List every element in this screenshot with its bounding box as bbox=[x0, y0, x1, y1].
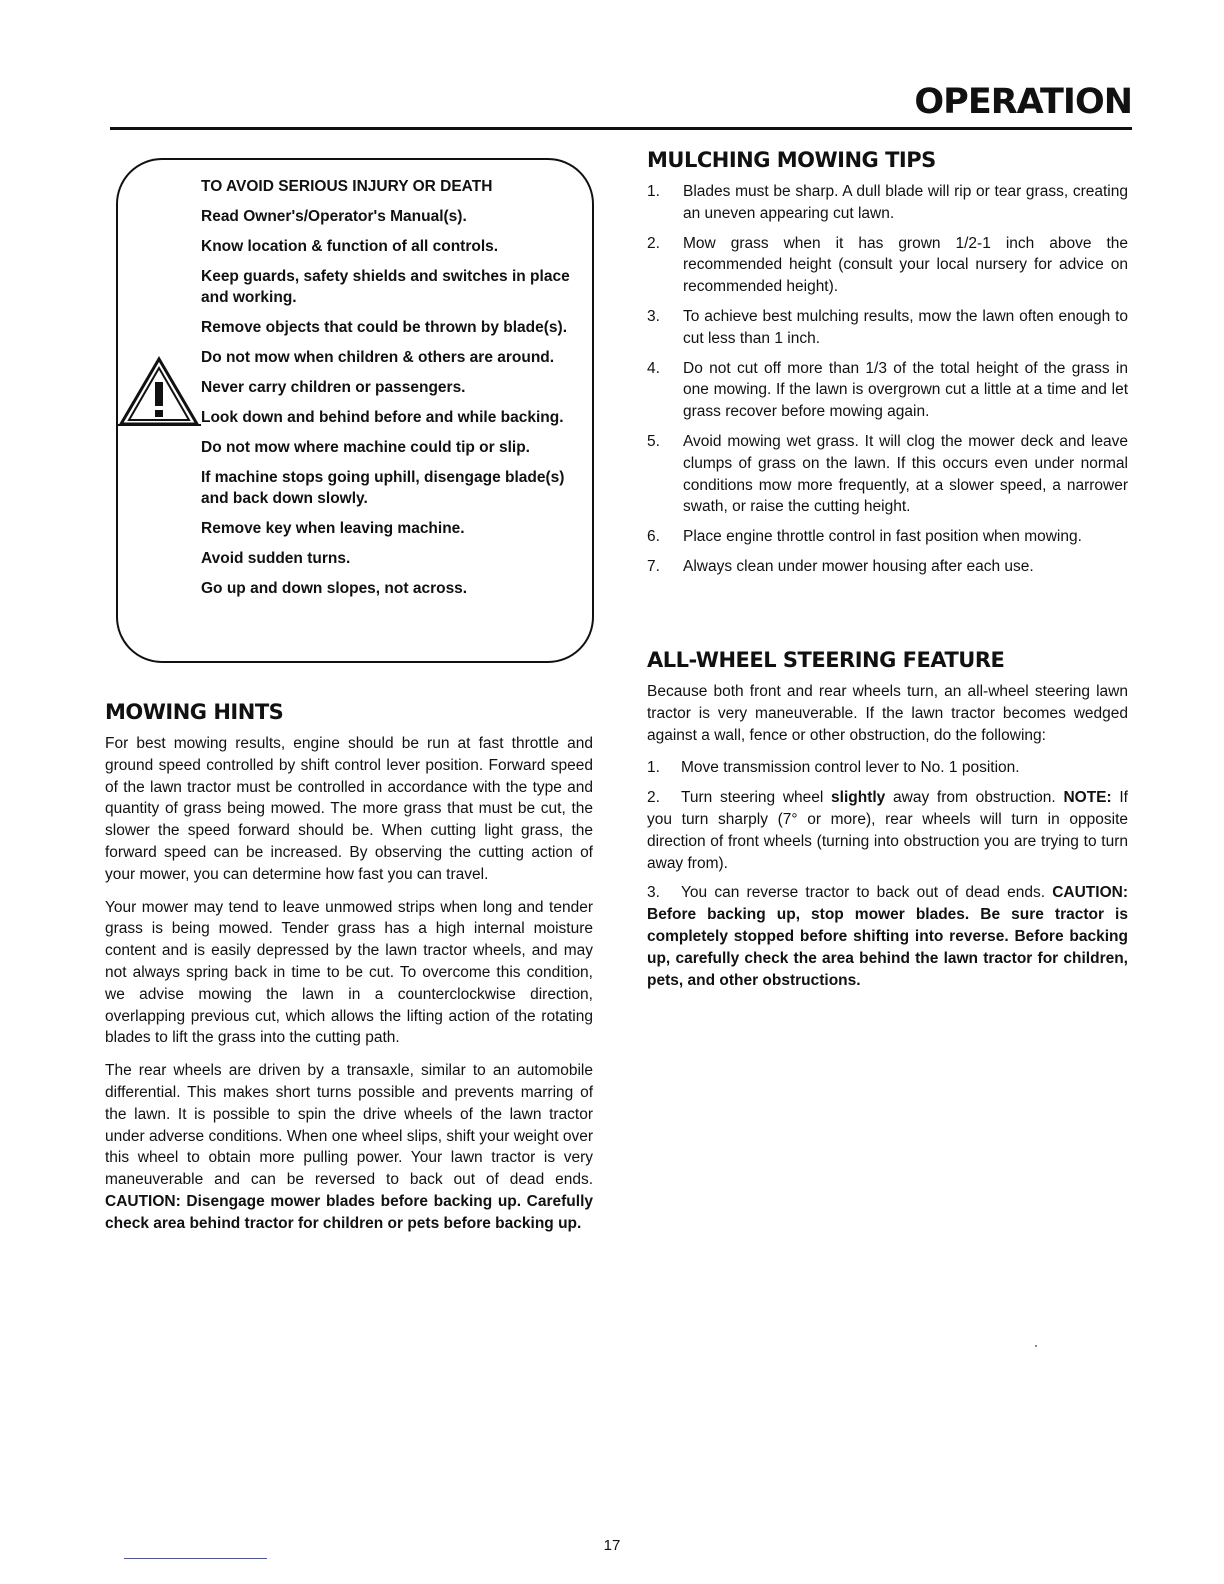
warning-item: If machine stops going uphill, disengage blade(s) and back down slowly. bbox=[201, 469, 565, 507]
mowing-hints-paragraph: For best mowing results, engine should be run at fast throttle and ground speed controlled by shift control lever position. Forward speed of the lawn tractor must be controlled in accordance with the type and quantity of grass being mowed. The more grass that must be cut, the slower the speed forward should be. When cutting light grass, the forward speed can be increased. By observing the cutting action of your mower, you can determine how fast you can travel. bbox=[105, 735, 593, 883]
page-number: 17 bbox=[603, 1537, 621, 1554]
list-number: 5. bbox=[647, 432, 660, 450]
mowing-hints-paragraph: Your mower may tend to leave unmowed strips when long and tender grass is being mowed. Tender grass has a high internal moisture content and is easily depressed by the lawn tractor wheels, and may not always spring back in time to be cut. To overcome this condition, we advise mowing the lawn in a counterclockwise direction, overlapping previous cut, which allows the lifting action of the rotating blades to lift the grass into the cutting path. bbox=[105, 898, 593, 1047]
list-item bbox=[647, 306, 1128, 350]
list-text: Blades must be sharp. A dull blade will rip or tear grass, creating an uneven appearing cut lawn. bbox=[683, 183, 1128, 222]
warning-item: Remove key when leaving machine. bbox=[201, 520, 465, 537]
warning-item: Remove objects that could be thrown by blade(s). bbox=[201, 319, 568, 336]
warning-item: Look down and behind before and while backing. bbox=[201, 409, 564, 426]
warning-item: Never carry children or passengers. bbox=[201, 379, 466, 396]
list-text: You can reverse tractor to back out of dead ends. bbox=[681, 884, 1046, 902]
list-item bbox=[647, 181, 1128, 225]
list-text: Avoid mowing wet grass. It will clog the mower deck and leave clumps of grass on the lawn. If this occurs even under normal conditions mow more frequently, at a slower speed, a narrower swath, or raise the cutting height. bbox=[683, 432, 1128, 516]
list-number: 7. bbox=[647, 557, 660, 575]
warning-item: Avoid sudden turns. bbox=[201, 550, 351, 567]
emphasis-text: slightly bbox=[831, 789, 886, 807]
list-number: 3. bbox=[647, 884, 660, 902]
warning-item: Read Owner's/Operator's Manual(s). bbox=[201, 208, 467, 225]
mowing-hints-text: The rear wheels are driven by a transaxle, similar to an automobile differential. This makes short turns possible and prevents marring of the lawn. It is possible to spin the drive wheels of the lawn tractor under adverse conditions. When one wheel slips, shift your weight over this wheel to obtain more pulling power. Your lawn tractor is very maneuverable and can be reversed to back out of dead ends. bbox=[105, 1062, 593, 1189]
warning-item: Go up and down slopes, not across. bbox=[201, 580, 468, 597]
mulching-tips-list bbox=[647, 181, 1128, 578]
mulching-section bbox=[647, 148, 1128, 586]
list-item bbox=[647, 556, 1128, 578]
steering-heading: ALL-WHEEL STEERING FEATURE bbox=[647, 648, 1005, 672]
list-text: Place engine throttle control in fast position when mowing. bbox=[683, 528, 1082, 546]
steering-step bbox=[647, 757, 1128, 779]
scan-speck bbox=[1035, 1345, 1037, 1347]
mowing-hints-heading: MOWING HINTS bbox=[105, 700, 284, 724]
steering-section bbox=[647, 648, 1128, 999]
list-item bbox=[647, 233, 1128, 298]
list-number: 1. bbox=[647, 759, 660, 777]
steering-step bbox=[647, 787, 1128, 874]
warning-heading: TO AVOID SERIOUS INJURY OR DEATH bbox=[201, 178, 493, 195]
list-number: 6. bbox=[647, 528, 660, 546]
warning-list bbox=[201, 176, 583, 608]
steering-step bbox=[647, 882, 1128, 991]
note-label: NOTE: bbox=[1063, 789, 1112, 807]
list-number: 1. bbox=[647, 183, 660, 200]
warning-triangle-icon bbox=[117, 356, 201, 428]
mowing-hints-paragraph bbox=[105, 1060, 593, 1234]
mowing-hints-section bbox=[105, 700, 593, 1246]
list-text: Turn steering wheel bbox=[681, 789, 824, 807]
list-text: To achieve best mulching results, mow the lawn often enough to cut less than 1 inch. bbox=[683, 307, 1128, 347]
list-text: Always clean under mower housing after each use. bbox=[683, 557, 1034, 575]
list-item bbox=[647, 526, 1128, 548]
warning-item: Do not mow where machine could tip or slip. bbox=[201, 439, 530, 456]
header-rule bbox=[110, 127, 1132, 130]
list-text: Do not cut off more than 1/3 of the total height of the grass in one mowing. If the lawn is overgrown cut a little at a time and let grass recover before mowing again. bbox=[683, 359, 1128, 421]
list-number: 4. bbox=[647, 359, 660, 377]
list-text: away from obstruction. bbox=[893, 789, 1056, 807]
list-item bbox=[647, 431, 1128, 518]
warning-item: Know location & function of all controls. bbox=[201, 238, 499, 255]
footer-rule bbox=[124, 1558, 267, 1559]
list-number: 2. bbox=[647, 234, 660, 252]
mulching-heading: MULCHING MOWING TIPS bbox=[647, 148, 936, 172]
list-number: 3. bbox=[647, 307, 660, 325]
page-title: OPERATION bbox=[914, 82, 1132, 122]
list-text: If you turn sharply (7° or more), rear wheels will turn in opposite direction of front wheels (turning into obstruction you are trying to turn away from). bbox=[647, 789, 1128, 872]
list-number: 2. bbox=[647, 789, 660, 807]
list-text: Mow grass when it has grown 1/2-1 inch above the recommended height (consult your local nursery for advice on recommended height). bbox=[683, 234, 1128, 296]
list-text: Move transmission control lever to No. 1 position. bbox=[681, 759, 1020, 777]
steering-intro: Because both front and rear wheels turn, an all-wheel steering lawn tractor is very maneuverable. If the lawn tractor becomes wedged against a wall, fence or other obstruction, do the following: bbox=[647, 683, 1128, 744]
steering-caution: CAUTION: Before backing up, stop mower blades. Be sure tractor is completely stopped before shifting into reverse. Before backing up, carefully check the area behind the lawn tractor for children, pets, and other obstructions. bbox=[647, 884, 1128, 989]
list-item bbox=[647, 358, 1128, 423]
mowing-hints-caution: CAUTION: Disengage mower blades before backing up. Carefully check area behind tractor for children or pets before backing up. bbox=[105, 1192, 593, 1232]
warning-item: Keep guards, safety shields and switches in place and working. bbox=[201, 268, 570, 306]
warning-item: Do not mow when children & others are around. bbox=[201, 349, 555, 366]
